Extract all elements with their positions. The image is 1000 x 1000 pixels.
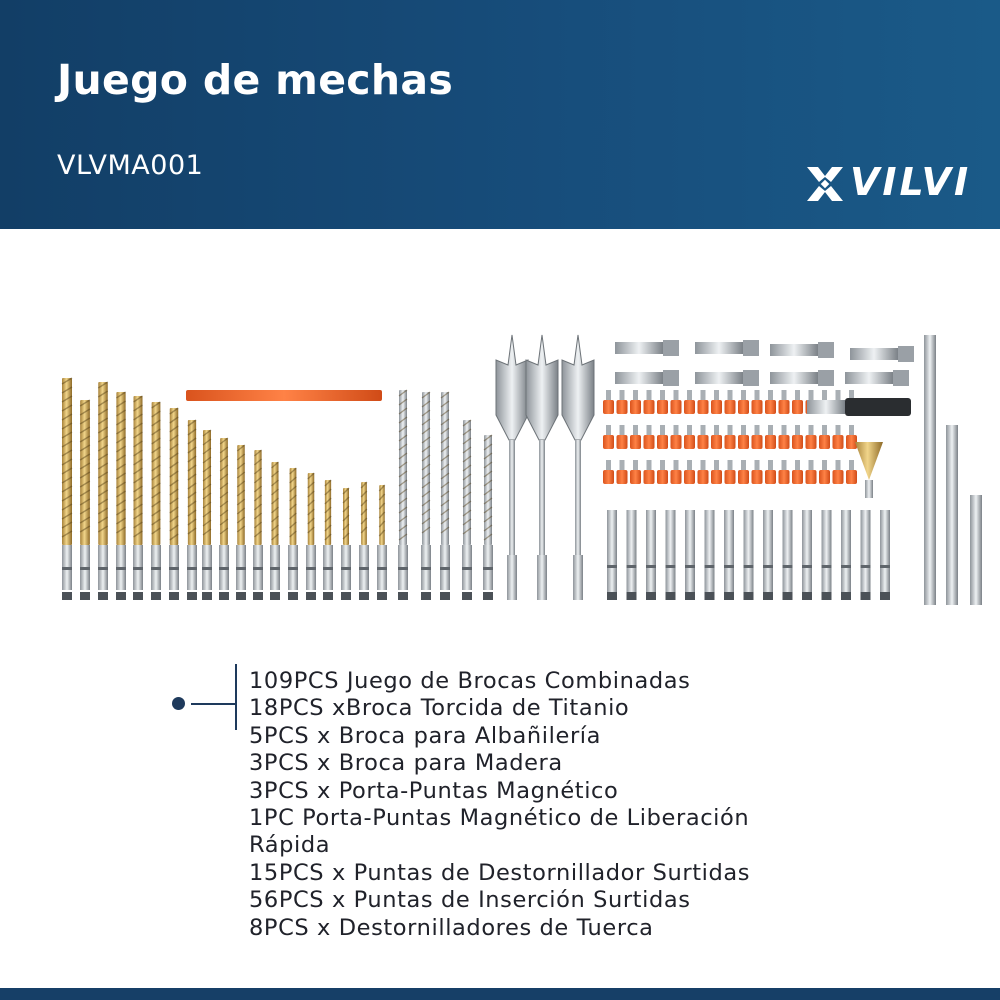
insert-bit <box>671 460 682 484</box>
nut-driver <box>615 370 679 386</box>
page-title: Juego de mechas <box>57 56 454 104</box>
insert-bit <box>765 460 776 484</box>
masonry-bit <box>440 392 450 600</box>
titanium-twist-bit <box>62 378 72 600</box>
insert-bit <box>792 425 803 449</box>
insert-bit <box>711 390 722 414</box>
power-bit <box>627 510 637 600</box>
power-bit <box>724 510 734 600</box>
spec-item: 18PCS xBroca Torcida de Titanio <box>249 695 630 722</box>
insert-bit <box>819 425 830 449</box>
insert-bit <box>792 390 803 414</box>
wood-spade-bit <box>526 335 558 600</box>
insert-bit <box>725 460 736 484</box>
insert-bit <box>644 425 655 449</box>
titanium-twist-bit <box>169 408 179 600</box>
titanium-twist-bit <box>359 482 369 600</box>
spec-list <box>249 668 899 942</box>
titanium-twist-bit <box>341 488 351 600</box>
titanium-twist-bit <box>288 468 298 600</box>
power-bit <box>744 510 754 600</box>
insert-bit <box>738 390 749 414</box>
masonry-bit <box>398 390 408 600</box>
insert-bit <box>846 460 857 484</box>
titanium-twist-bit <box>306 473 316 600</box>
product-sku: VLVMA001 <box>57 150 204 181</box>
insert-bit <box>752 390 763 414</box>
titanium-twist-bit <box>253 450 263 600</box>
magnetic-bit-holder <box>970 495 982 605</box>
power-bit <box>666 510 676 600</box>
titanium-twist-bit <box>219 438 229 600</box>
insert-bit <box>684 460 695 484</box>
insert-bit <box>779 425 790 449</box>
countersink-bit <box>855 442 883 498</box>
magnetic-bit-holder <box>946 425 958 605</box>
footer-bar <box>0 988 1000 1000</box>
insert-bit <box>630 425 641 449</box>
callout-connector-line <box>191 703 236 705</box>
insert-bit <box>671 425 682 449</box>
insert-bit <box>657 390 668 414</box>
insert-bit <box>603 390 614 414</box>
insert-bit <box>684 425 695 449</box>
spec-item: Rápida <box>249 832 331 859</box>
drill-bit-set-icon <box>55 330 995 610</box>
orange-bit-holder-strip <box>186 390 382 401</box>
nut-driver <box>845 370 909 386</box>
power-bit <box>880 510 890 600</box>
nut-driver <box>850 346 914 362</box>
insert-bit <box>833 460 844 484</box>
nut-driver <box>770 342 834 358</box>
power-bit <box>822 510 832 600</box>
wood-spade-bit <box>562 335 594 600</box>
insert-bit <box>779 460 790 484</box>
brand-name: VILVI <box>850 160 972 204</box>
insert-bit <box>725 390 736 414</box>
spec-item: 5PCS x Broca para Albañilería <box>249 722 602 749</box>
spec-item: 3PCS x Porta-Puntas Magnético <box>249 777 619 804</box>
titanium-twist-bit <box>323 480 333 600</box>
power-bit <box>705 510 715 600</box>
insert-bit <box>617 460 628 484</box>
nut-driver <box>695 370 759 386</box>
magnetic-bit-holder <box>924 335 936 605</box>
titanium-twist-bit <box>116 392 126 600</box>
nut-driver <box>770 370 834 386</box>
insert-bit <box>752 460 763 484</box>
insert-bit <box>846 425 857 449</box>
insert-bit <box>671 390 682 414</box>
titanium-twist-bit <box>80 400 90 600</box>
insert-bit <box>738 425 749 449</box>
insert-bit <box>630 460 641 484</box>
header-banner <box>0 0 1000 229</box>
insert-bit <box>698 460 709 484</box>
masonry-bit <box>462 420 472 600</box>
spec-item: 8PCS x Destornilladores de Tuerca <box>249 914 654 941</box>
insert-bit <box>806 460 817 484</box>
insert-bit <box>833 425 844 449</box>
insert-bit <box>603 460 614 484</box>
brand-logo <box>805 162 970 206</box>
power-bit <box>646 510 656 600</box>
insert-bit <box>657 425 668 449</box>
insert-bit <box>684 390 695 414</box>
titanium-twist-bit <box>377 485 387 600</box>
power-bit <box>783 510 793 600</box>
callout-bracket-line <box>235 664 237 730</box>
titanium-twist-bit <box>202 430 212 600</box>
insert-bit <box>630 390 641 414</box>
insert-bit <box>765 425 776 449</box>
power-bit <box>685 510 695 600</box>
insert-bit <box>765 390 776 414</box>
insert-bit <box>603 425 614 449</box>
power-bit <box>802 510 812 600</box>
power-bit <box>763 510 773 600</box>
spec-item: 3PCS x Broca para Madera <box>249 750 563 777</box>
insert-bit <box>792 460 803 484</box>
insert-bit <box>711 425 722 449</box>
insert-bit <box>725 425 736 449</box>
wood-spade-bit <box>496 335 528 600</box>
power-bit <box>861 510 871 600</box>
masonry-bit <box>421 392 431 600</box>
insert-bit <box>711 460 722 484</box>
insert-bit <box>657 460 668 484</box>
titanium-twist-bit <box>270 462 280 600</box>
insert-bit <box>644 390 655 414</box>
insert-bit <box>752 425 763 449</box>
callout-bullet <box>172 697 185 710</box>
insert-bit <box>779 390 790 414</box>
insert-bit <box>644 460 655 484</box>
x-cross-logo-icon <box>805 164 845 204</box>
titanium-twist-bit <box>98 382 108 600</box>
quick-release-holder <box>807 398 911 416</box>
insert-bit <box>698 390 709 414</box>
insert-bit <box>819 460 830 484</box>
insert-bit <box>617 425 628 449</box>
titanium-twist-bit <box>151 402 161 600</box>
spec-item: 1PC Porta-Puntas Magnético de Liberación <box>249 805 750 832</box>
insert-bit <box>698 425 709 449</box>
insert-bit <box>806 425 817 449</box>
spec-item: 56PCS x Puntas de Inserción Surtidas <box>249 887 691 914</box>
titanium-twist-bit <box>236 445 246 600</box>
nut-driver <box>695 340 759 356</box>
power-bit <box>841 510 851 600</box>
spec-item: 15PCS x Puntas de Destornillador Surtidas <box>249 859 751 886</box>
insert-bit <box>738 460 749 484</box>
masonry-bit <box>483 435 493 600</box>
insert-bit <box>617 390 628 414</box>
spec-item: 109PCS Juego de Brocas Combinadas <box>249 668 691 694</box>
titanium-twist-bit <box>187 420 197 600</box>
power-bit <box>607 510 617 600</box>
titanium-twist-bit <box>133 396 143 600</box>
nut-driver <box>615 340 679 356</box>
